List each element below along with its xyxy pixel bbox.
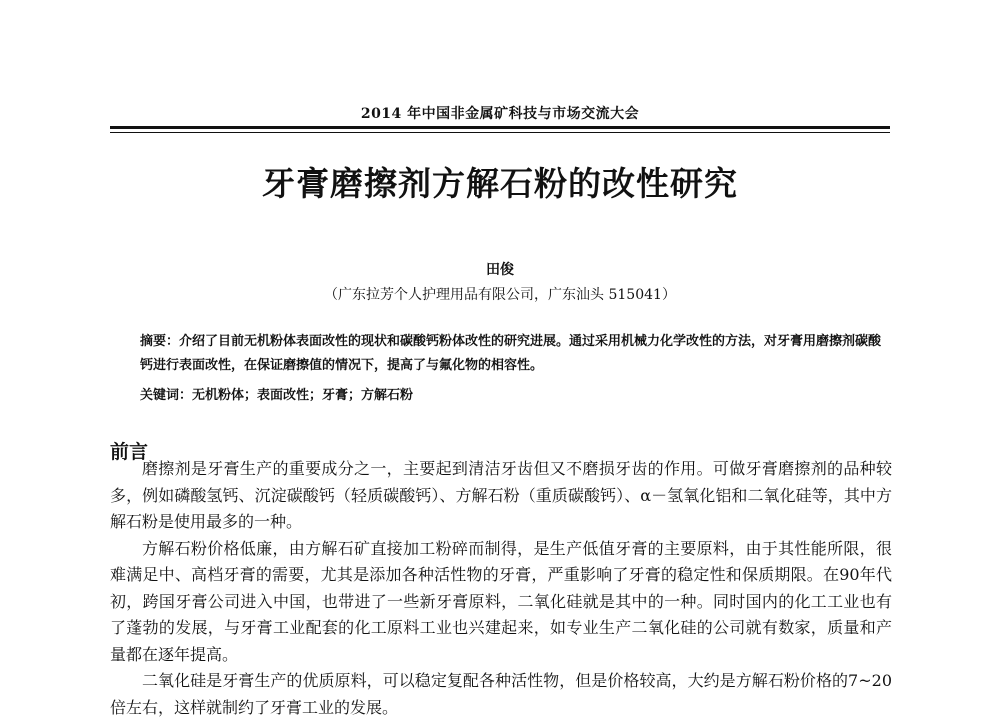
author-name: 田俊	[486, 262, 514, 278]
body-paragraph: 二氧化硅是牙膏生产的优质原料，可以稳定复配各种活性物，但是价格较高，大约是方解石粉价格的7~20倍左右，这样就制约了牙膏工业的发展。	[110, 671, 892, 717]
conference-header: 2014 年中国非金属矿科技与市场交流大会	[360, 106, 640, 122]
section-heading-preface: 前言	[110, 441, 149, 463]
body-text	[110, 456, 892, 721]
body-paragraph: 磨擦剂是牙膏生产的重要成分之一，主要起到清洁牙齿但又不磨损牙齿的作用。可做牙膏磨擦剂的品种较多，例如磷酸氢钙、沉淀碳酸钙（轻质碳酸钙）、方解石粉（重质碳酸钙）、α－氢氧化铝和二氧化硅等，其中方解石粉是使用最多的一种。	[110, 459, 892, 531]
header-rule-thick	[110, 126, 890, 129]
abstract-text: 介绍了目前无机粉体表面改性的现状和碳酸钙粉体改性的研究进展。通过采用机械力化学改性的方法，对牙膏用磨擦剂碳酸钙进行表面改性，在保证磨擦值的情况下，提高了与氟化物的相容性。	[140, 334, 882, 373]
abstract	[140, 330, 892, 378]
body-paragraph: 方解石粉价格低廉，由方解石矿直接加工粉碎而制得，是生产低值牙膏的主要原料，由于其性能所限，很难满足中、高档牙膏的需要，尤其是添加各种活性物的牙膏，严重影响了牙膏的稳定性和保质期限。在90年代初，跨国牙膏公司进入中国，也带进了一些新牙膏原料，二氧化硅就是其中的一种。同时国内的化工工业也有了蓬勃的发展，与牙膏工业配套的化工原料工业也兴建起来，如专业生产二氧化硅的公司就有数家，质量和产量都在逐年提高。	[110, 538, 892, 664]
keywords-text: 无机粉体；表面改性；牙膏；方解石粉	[192, 388, 414, 403]
paper-title: 牙膏磨擦剂方解石粉的改性研究	[262, 164, 738, 203]
header-rule-thin	[110, 132, 890, 133]
keywords	[140, 384, 892, 408]
abstract-label: 摘要：	[140, 334, 180, 349]
author-affiliation: （广东拉芳个人护理用品有限公司，广东汕头 515041）	[324, 287, 676, 303]
keywords-label: 关键词：	[140, 388, 193, 403]
